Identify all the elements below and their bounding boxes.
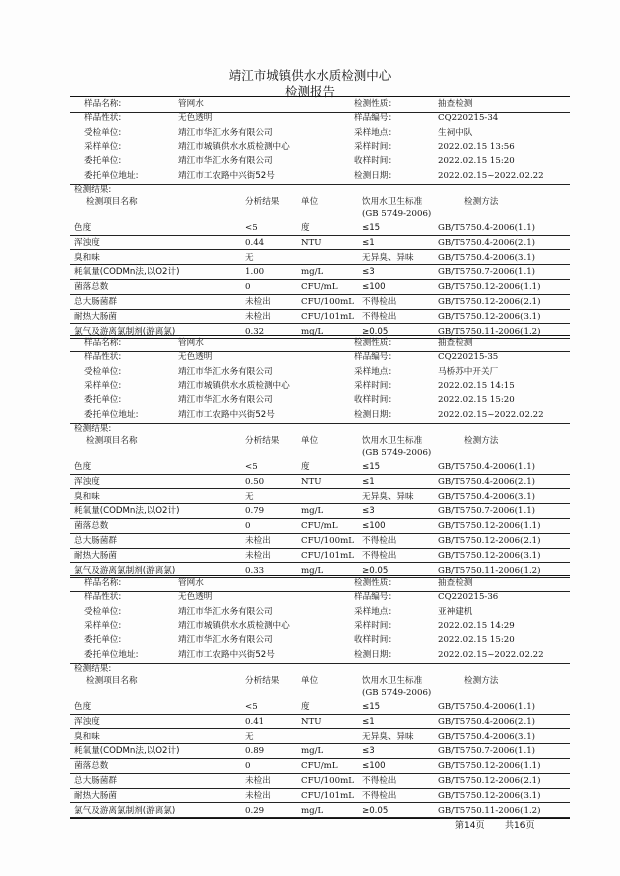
row-method: GB/T5750.4-2006(2.1): [438, 716, 536, 727]
col-header-method: 检测方法: [464, 197, 499, 207]
row-rule: [70, 714, 570, 715]
value-receive-time: 2022.02.15 15:20: [438, 156, 515, 167]
info-bottom-rule: [70, 663, 570, 664]
row-method: GB/T5750.7-2006(1.1): [438, 746, 536, 757]
col-header-result: 分析结果: [245, 436, 280, 446]
row-rule: [70, 802, 570, 803]
value-sampling-time: 2022.02.15 13:56: [438, 141, 515, 152]
row-item: 总大肠菌群: [74, 297, 117, 307]
label-client-address: 委托单位地址:: [84, 170, 139, 181]
value-receive-time: 2022.02.15 15:20: [438, 635, 515, 646]
section-top-rule: [70, 96, 570, 97]
results-heading: 检测结果:: [74, 185, 112, 195]
row-standard: ≤100: [362, 521, 386, 532]
value-test-nature: 抽查检测: [438, 99, 473, 109]
row-standard: ≤1: [362, 237, 375, 248]
label-sampling-unit: 采样单位:: [84, 380, 122, 391]
row-item: 耗氧量(CODMn法,以O2计): [74, 506, 180, 517]
info-rule: [70, 591, 570, 592]
label-sampling-site: 采样地点:: [354, 127, 392, 138]
results-heading: 检测结果:: [74, 664, 112, 674]
row-item: 氯气及游离氯制剂(游离氯): [74, 565, 176, 576]
col-header-standard: 饮用水卫生标准: [362, 676, 423, 686]
label-receive-time: 收样时间:: [354, 156, 392, 167]
row-result: 0: [245, 282, 251, 293]
value-sample-name: 管网水: [178, 338, 204, 348]
value-test-date: 2022.02.15~2022.02.22: [438, 649, 544, 660]
row-method: GB/T5750.12-2006(3.1): [438, 790, 541, 801]
row-rule: [70, 279, 570, 280]
row-standard: 无异臭、异味: [362, 252, 414, 263]
value-test-nature: 抽查检测: [438, 578, 473, 588]
label-sample-state: 样品性状:: [84, 352, 122, 363]
row-unit: 度: [301, 702, 310, 712]
value-client: 靖江市华汇水务有限公司: [178, 635, 273, 646]
row-result: 0.79: [245, 506, 265, 517]
row-standard: ≤100: [362, 761, 386, 772]
row-result: 未检出: [245, 790, 271, 801]
row-standard: 不得检出: [362, 536, 397, 546]
info-rule: [70, 351, 570, 352]
row-rule: [70, 338, 570, 339]
row-result: 无: [245, 491, 254, 502]
row-item: 臭和味: [74, 252, 100, 263]
row-rule: [70, 548, 570, 549]
row-item: 浑浊度: [74, 476, 100, 487]
col-header-method: 检测方法: [464, 436, 499, 446]
value-sample-name: 管网水: [178, 99, 204, 109]
info-rule: [70, 112, 570, 113]
value-sample-no: CQ220215-36: [438, 592, 499, 603]
row-rule: [70, 474, 570, 475]
label-sampler: 受检单位:: [84, 127, 122, 138]
label-test-nature: 检测性质:: [354, 578, 392, 588]
col-header-item: 检测项目名称: [86, 676, 138, 686]
row-item: 色度: [74, 702, 92, 712]
row-rule: [70, 788, 570, 789]
row-method: GB/T5750.12-2006(3.1): [438, 550, 541, 561]
row-standard: ≤3: [362, 267, 375, 278]
label-test-date: 检测日期:: [354, 409, 392, 420]
row-item: 浑浊度: [74, 716, 100, 727]
label-sampling-time: 采样时间:: [354, 380, 392, 391]
col-header-standard-sub: (GB 5749-2006): [362, 209, 432, 219]
row-rule: [70, 294, 570, 295]
label-sample-state: 样品性状:: [84, 113, 122, 124]
row-item: 耗氧量(CODMn法,以O2计): [74, 267, 180, 278]
footer-rule: [70, 818, 570, 819]
label-sampling-time: 采样时间:: [354, 141, 392, 152]
label-sampling-unit: 采样单位:: [84, 620, 122, 631]
row-standard: 不得检出: [362, 790, 397, 801]
row-method: GB/T5750.11-2006(1.2): [438, 805, 541, 816]
row-result: 0.89: [245, 746, 265, 757]
label-sample-no: 样品编号:: [354, 352, 392, 363]
row-unit: mg/L: [301, 267, 324, 278]
label-sample-name: 样品名称:: [84, 338, 122, 348]
label-receive-time: 收样时间:: [354, 395, 392, 406]
row-standard: 不得检出: [362, 550, 397, 561]
row-method: GB/T5750.4-2006(3.1): [438, 252, 536, 263]
row-rule: [70, 533, 570, 534]
row-item: 菌落总数: [74, 761, 109, 772]
label-client-address: 委托单位地址:: [84, 649, 139, 660]
row-unit: 度: [301, 223, 310, 233]
row-method: GB/T5750.4-2006(1.1): [438, 462, 536, 472]
label-sample-name: 样品名称:: [84, 99, 122, 109]
row-method: GB/T5750.12-2006(2.1): [438, 536, 541, 546]
value-sample-name: 管网水: [178, 578, 204, 588]
value-sample-no: CQ220215-34: [438, 113, 499, 124]
row-result: <5: [245, 462, 258, 472]
col-header-result: 分析结果: [245, 197, 280, 207]
row-result: 0: [245, 761, 251, 772]
row-method: GB/T5750.7-2006(1.1): [438, 506, 536, 517]
row-result: 0.32: [245, 326, 265, 337]
row-rule: [70, 264, 570, 265]
value-test-date: 2022.02.15~2022.02.22: [438, 170, 544, 181]
row-rule: [70, 323, 570, 324]
row-rule: [70, 309, 570, 310]
label-client: 委托单位:: [84, 635, 122, 646]
label-sampling-unit: 采样单位:: [84, 141, 122, 152]
row-result: 0.41: [245, 716, 265, 727]
row-method: GB/T5750.4-2006(2.1): [438, 476, 536, 487]
col-header-item: 检测项目名称: [86, 197, 138, 207]
row-result: 0.44: [245, 237, 265, 248]
value-sampling-site: 亚神建机: [438, 606, 473, 617]
label-sample-name: 样品名称:: [84, 578, 122, 588]
row-item: 色度: [74, 223, 92, 233]
row-unit: NTU: [301, 237, 322, 248]
row-unit: mg/L: [301, 506, 324, 517]
value-test-nature: 抽查检测: [438, 338, 473, 348]
value-sampler: 靖江市华汇水务有限公司: [178, 606, 273, 617]
row-item: 氯气及游离氯制剂(游离氯): [74, 326, 176, 337]
label-receive-time: 收样时间:: [354, 635, 392, 646]
row-item: 菌落总数: [74, 521, 109, 532]
col-header-unit: 单位: [301, 676, 319, 686]
row-item: 氯气及游离氯制剂(游离氯): [74, 805, 176, 816]
results-heading: 检测结果:: [74, 424, 112, 434]
label-sampler: 受检单位:: [84, 366, 122, 377]
row-unit: CFU/mL: [301, 282, 338, 293]
row-unit: CFU/100mL: [301, 536, 354, 546]
row-result: 无: [245, 252, 254, 263]
row-result: 无: [245, 731, 254, 742]
row-result: 1.00: [245, 267, 265, 278]
value-sampling-unit: 靖江市城镇供水水质检测中心: [178, 141, 290, 152]
row-unit: mg/L: [301, 565, 324, 576]
value-client-address: 靖江市工农路中兴街52号: [178, 649, 275, 660]
row-method: GB/T5750.11-2006(1.2): [438, 565, 541, 576]
row-method: GB/T5750.12-2006(3.1): [438, 311, 541, 322]
value-sampling-time: 2022.02.15 14:15: [438, 380, 515, 391]
row-unit: mg/L: [301, 326, 324, 337]
row-result: 未检出: [245, 536, 271, 546]
row-rule: [70, 518, 570, 519]
row-standard: 不得检出: [362, 297, 397, 307]
row-item: 色度: [74, 462, 92, 472]
label-sampling-site: 采样地点:: [354, 606, 392, 617]
col-header-standard: 饮用水卫生标准: [362, 436, 423, 446]
col-header-standard-sub: (GB 5749-2006): [362, 688, 432, 698]
row-standard: ≤1: [362, 476, 375, 487]
row-standard: ≤3: [362, 746, 375, 757]
row-method: GB/T5750.12-2006(1.1): [438, 761, 541, 772]
row-unit: 度: [301, 462, 310, 472]
row-item: 菌落总数: [74, 282, 109, 293]
page-total: 共16页: [505, 821, 535, 831]
row-item: 臭和味: [74, 491, 100, 502]
row-result: 未检出: [245, 297, 271, 307]
value-test-date: 2022.02.15~2022.02.22: [438, 409, 544, 420]
row-rule: [70, 758, 570, 759]
value-sampling-site: 生祠中队: [438, 127, 473, 138]
row-method: GB/T5750.12-2006(1.1): [438, 282, 541, 293]
row-result: <5: [245, 702, 258, 712]
label-client-address: 委托单位地址:: [84, 409, 139, 420]
section-top-rule: [70, 335, 570, 336]
row-rule: [70, 235, 570, 236]
row-result: 未检出: [245, 776, 271, 786]
row-method: GB/T5750.12-2006(1.1): [438, 521, 541, 532]
row-rule: [70, 503, 570, 504]
row-unit: NTU: [301, 476, 322, 487]
row-item: 耐热大肠菌: [74, 550, 117, 561]
row-method: GB/T5750.12-2006(2.1): [438, 776, 541, 786]
value-sampling-unit: 靖江市城镇供水水质检测中心: [178, 380, 290, 391]
row-standard: ≤15: [362, 702, 381, 712]
row-unit: CFU/101mL: [301, 311, 354, 322]
label-test-nature: 检测性质:: [354, 338, 392, 348]
row-method: GB/T5750.11-2006(1.2): [438, 326, 541, 337]
row-method: GB/T5750.4-2006(3.1): [438, 731, 536, 742]
row-result: 0.50: [245, 476, 265, 487]
row-rule: [70, 773, 570, 774]
page-number: 第14页: [455, 821, 485, 831]
row-method: GB/T5750.4-2006(1.1): [438, 223, 536, 233]
row-unit: CFU/100mL: [301, 776, 354, 786]
label-test-date: 检测日期:: [354, 170, 392, 181]
row-standard: ≤3: [362, 506, 375, 517]
row-result: 未检出: [245, 550, 271, 561]
row-result: 0.33: [245, 565, 265, 576]
label-client: 委托单位:: [84, 395, 122, 406]
col-header-method: 检测方法: [464, 676, 499, 686]
value-sampler: 靖江市华汇水务有限公司: [178, 127, 273, 138]
row-item: 耐热大肠菌: [74, 790, 117, 801]
row-rule: [70, 249, 570, 250]
row-method: GB/T5750.7-2006(1.1): [438, 267, 536, 278]
row-standard: ≤15: [362, 223, 381, 233]
row-method: GB/T5750.12-2006(2.1): [438, 297, 541, 307]
row-standard: 不得检出: [362, 311, 397, 322]
row-unit: CFU/mL: [301, 761, 338, 772]
row-item: 总大肠菌群: [74, 776, 117, 786]
row-unit: mg/L: [301, 746, 324, 757]
row-unit: CFU/101mL: [301, 790, 354, 801]
col-header-result: 分析结果: [245, 676, 280, 686]
label-client: 委托单位:: [84, 156, 122, 167]
row-standard: 无异臭、异味: [362, 491, 414, 502]
row-method: GB/T5750.4-2006(3.1): [438, 491, 536, 502]
row-result: <5: [245, 223, 258, 233]
col-header-unit: 单位: [301, 436, 319, 446]
row-standard: ≥0.05: [362, 326, 389, 337]
value-sample-state: 无色透明: [178, 113, 213, 124]
row-standard: 无异臭、异味: [362, 731, 414, 742]
row-item: 耗氧量(CODMn法,以O2计): [74, 746, 180, 757]
row-standard: ≥0.05: [362, 805, 389, 816]
row-item: 总大肠菌群: [74, 536, 117, 546]
row-standard: ≤1: [362, 716, 375, 727]
row-standard: ≤15: [362, 462, 381, 472]
page-title: 靖江市城镇供水水质检测中心: [228, 68, 392, 83]
row-result: 未检出: [245, 311, 271, 322]
row-standard: ≤100: [362, 282, 386, 293]
label-sampling-time: 采样时间:: [354, 620, 392, 631]
row-unit: CFU/101mL: [301, 550, 354, 561]
value-client: 靖江市华汇水务有限公司: [178, 156, 273, 167]
row-result: 0.29: [245, 805, 265, 816]
row-method: GB/T5750.4-2006(1.1): [438, 702, 536, 712]
row-unit: NTU: [301, 716, 322, 727]
col-header-standard-sub: (GB 5749-2006): [362, 448, 432, 458]
row-unit: CFU/100mL: [301, 297, 354, 307]
info-bottom-rule: [70, 423, 570, 424]
row-rule: [70, 562, 570, 563]
page-footer: [0, 820, 620, 860]
value-receive-time: 2022.02.15 15:20: [438, 395, 515, 406]
label-sample-no: 样品编号:: [354, 592, 392, 603]
row-result: 0: [245, 521, 251, 532]
label-sample-no: 样品编号:: [354, 113, 392, 124]
value-sample-state: 无色透明: [178, 592, 213, 603]
value-client: 靖江市华汇水务有限公司: [178, 395, 273, 406]
row-standard: 不得检出: [362, 776, 397, 786]
row-rule: [70, 488, 570, 489]
value-sampling-unit: 靖江市城镇供水水质检测中心: [178, 620, 290, 631]
row-unit: CFU/mL: [301, 521, 338, 532]
row-item: 臭和味: [74, 731, 100, 742]
info-bottom-rule: [70, 184, 570, 185]
row-rule: [70, 577, 570, 578]
row-method: GB/T5750.4-2006(2.1): [438, 237, 536, 248]
row-standard: ≥0.05: [362, 565, 389, 576]
value-sampling-time: 2022.02.15 14:29: [438, 620, 515, 631]
value-sampling-site: 马桥苏中开关厂: [438, 366, 499, 377]
value-sample-no: CQ220215-35: [438, 352, 499, 363]
col-header-standard: 饮用水卫生标准: [362, 197, 423, 207]
value-client-address: 靖江市工农路中兴街52号: [178, 409, 275, 420]
value-client-address: 靖江市工农路中兴街52号: [178, 170, 275, 181]
label-test-nature: 检测性质:: [354, 99, 392, 109]
value-sampler: 靖江市华汇水务有限公司: [178, 366, 273, 377]
row-item: 浑浊度: [74, 237, 100, 248]
col-header-item: 检测项目名称: [86, 436, 138, 446]
col-header-unit: 单位: [301, 197, 319, 207]
row-unit: mg/L: [301, 805, 324, 816]
label-sampling-site: 采样地点:: [354, 366, 392, 377]
section-top-rule: [70, 575, 570, 576]
row-rule: [70, 743, 570, 744]
label-test-date: 检测日期:: [354, 649, 392, 660]
row-item: 耐热大肠菌: [74, 311, 117, 322]
value-sample-state: 无色透明: [178, 352, 213, 363]
page-subtitle: 检测报告: [284, 84, 335, 99]
label-sampler: 受检单位:: [84, 606, 122, 617]
row-rule: [70, 728, 570, 729]
label-sample-state: 样品性状:: [84, 592, 122, 603]
